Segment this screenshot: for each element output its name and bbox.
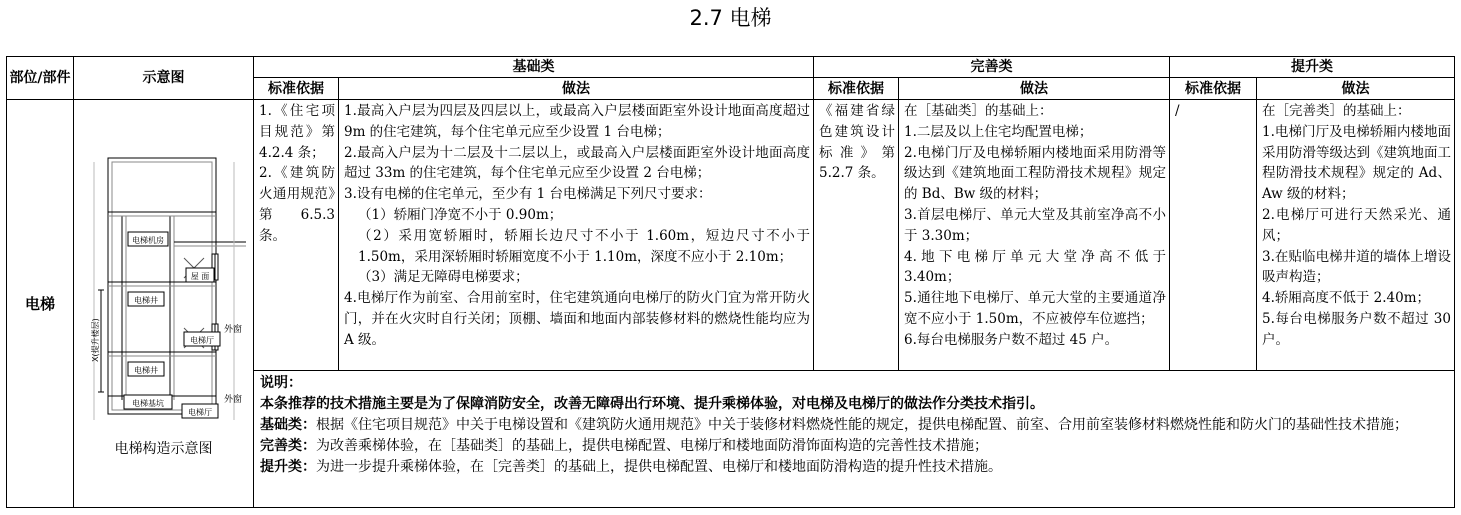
upgrade-method-item: 4.轿厢高度不低于 2.40m； [1262, 290, 1431, 307]
diagram-cell [74, 100, 254, 508]
upgrade-method-item: 3.在贴临电梯井道的墙体上增设吸声构造； [1262, 248, 1451, 286]
label-floors: X(提升楼层) [91, 318, 100, 362]
label-hall-lower: 电梯厅 [188, 408, 212, 417]
improve-method-item: 3.首层电梯厅、单元大堂及其前室净高不小于 3.30m； [904, 206, 1166, 244]
header-part: 部位/部件 [7, 57, 74, 100]
improve-method-item: 在［基础类］的基础上： [904, 103, 1053, 119]
improve-method-cell [899, 100, 1170, 371]
basic-method-subitem: （2）采用宽轿厢时，轿厢长边尺寸不小于 1.60m，短边尺寸不小于 1.50m，采用深轿厢时轿厢宽度不小于 1.10m，深度不应小于 2.10m； [358, 227, 810, 265]
improve-method-item: 1.二层及以上住宅均配置电梯； [904, 123, 1093, 140]
notes-upgrade [260, 457, 1448, 478]
header-improve-method: 做法 [899, 78, 1170, 100]
header-improve: 完善类 [814, 57, 1170, 78]
basic-basis-cell [254, 100, 339, 371]
header-basic-method: 做法 [339, 78, 814, 100]
notes-basic [260, 415, 1448, 436]
label-hall-upper: 电梯厅 [190, 336, 214, 345]
label-shaft-upper: 电梯井 [134, 296, 158, 305]
notes-improve [260, 436, 1448, 457]
upgrade-method-item: 2.电梯厅可进行天然采光、通风； [1262, 206, 1451, 244]
notes-cell [254, 371, 1455, 508]
basic-method-item: 1.最高入户层为四层及四层以上，或最高入户层楼面距室外设计地面高度超过 9m 的住宅建筑，每个住宅单元应至少设置 1 台电梯； [344, 103, 810, 140]
notes-basic-text: 根据《住宅项目规范》中关于电梯设置和《建筑防火通用规范》中关于装修材料燃烧性能的规定，提供电梯配置、前室、合用前室装修材料燃烧性能和防火门的基础性技术措施； [316, 417, 1408, 433]
page-title: 2.7 电梯 [689, 6, 772, 30]
header-basic-basis: 标准依据 [254, 78, 339, 100]
improve-method-item: 4.地下电梯厅单元大堂净高不低于 3.40m； [904, 248, 1166, 286]
spec-table [6, 56, 1455, 508]
basic-method-item: 3.设有电梯的住宅单元，至少有 1 台电梯满足下列尺寸要求： [344, 186, 712, 203]
basic-method-cell [339, 100, 814, 371]
header-upgrade-basis: 标准依据 [1170, 78, 1257, 100]
improve-method-item: 5.通往地下电梯厅、单元大堂的主要通道净宽不应小于 1.50m，不应被停车位遮挡； [904, 290, 1166, 327]
improve-method-item: 6.每台电梯服务户数不超过 45 户。 [904, 331, 1119, 348]
pit-label-layer [74, 100, 254, 430]
notes-upgrade-label: 提升类： [260, 459, 316, 475]
label-shaft-lower: 电梯井 [134, 366, 158, 375]
upgrade-method-item: 5.每台电梯服务户数不超过 30 户。 [1262, 310, 1451, 348]
header-upgrade-method: 做法 [1257, 78, 1455, 100]
basic-method-subitem: （3）满足无障碍电梯要求； [358, 269, 529, 286]
improve-basis-cell [814, 100, 899, 371]
label-machine-room: 电梯机房 [132, 236, 164, 245]
basic-basis-item: 2.《建筑防火通用规范》第 6.5.3 条。 [259, 165, 335, 244]
diagram-caption: 电梯构造示意图 [114, 441, 213, 457]
header-improve-basis: 标准依据 [814, 78, 899, 100]
notes-upgrade-text: 为进一步提升乘梯体验，在［完善类］的基础上，提供电梯配置、电梯厅和楼地面防滑构造的提升性技术措施。 [316, 459, 1002, 475]
basic-method-subitem: （1）轿厢门净宽不小于 0.90m； [358, 206, 563, 223]
upgrade-basis-cell [1170, 100, 1257, 371]
notes-lead: 本条推荐的技术措施主要是为了保障消防安全，改善无障碍出行环境、提升乘梯体验，对电梯及电梯厅的做法作分类技术指引。 [260, 396, 1044, 412]
upgrade-method-item: 1.电梯门厅及电梯轿厢内楼地面采用防滑等级达到《建筑地面工程防滑技术规程》规定的 Ad、Aw 级的材料； [1262, 123, 1451, 203]
upgrade-method-item: 在［完善类］的基础上： [1262, 103, 1411, 119]
header-upgrade: 提升类 [1170, 57, 1455, 78]
label-window-upper: 外窗 [224, 325, 243, 335]
notes-improve-text: 为改善乘梯体验，在［基础类］的基础上，提供电梯配置、电梯厅和楼地面防滑饰面构造的完善性技术措施； [316, 438, 988, 454]
upgrade-method-cell [1257, 100, 1455, 371]
basic-basis-item: 1.《住宅项目规范》第4.2.4 条； [259, 103, 335, 161]
header-diagram: 示意图 [74, 57, 254, 100]
label-roof: 屋 面 [190, 272, 210, 281]
upgrade-basis-text: / [1175, 103, 1180, 119]
notes-improve-label: 完善类： [260, 438, 316, 454]
label-window-lower: 外窗 [224, 395, 243, 405]
improve-method-item: 2.电梯门厅及电梯轿厢内楼地面采用防滑等级达到《建筑地面工程防滑技术规程》规定的 Bd、Bw 级的材料； [904, 144, 1166, 203]
label-pit: 电梯基坑 [132, 399, 164, 408]
header-basic: 基础类 [254, 57, 814, 78]
notes-basic-label: 基础类： [260, 417, 316, 433]
basic-method-item: 4.电梯厅作为前室、合用前室时，住宅建筑通向电梯厅的防火门宜为常开防火门，并在火灾时自行关闭；顶棚、墙面和地面内部装修材料的燃烧性能均应为 A 级。 [344, 290, 810, 348]
notes-title: 说明： [260, 375, 302, 391]
basic-method-item: 2.最高入户层为十二层及十二层以上，或最高入户层楼面距室外设计地面高度超过 33m 的住宅建筑，每个住宅单元应至少设置 2 台电梯； [344, 144, 810, 182]
part-name: 电梯 [7, 100, 74, 508]
improve-basis-text: 《福建省绿色建筑设计标准》第 5.2.7 条。 [819, 103, 895, 182]
